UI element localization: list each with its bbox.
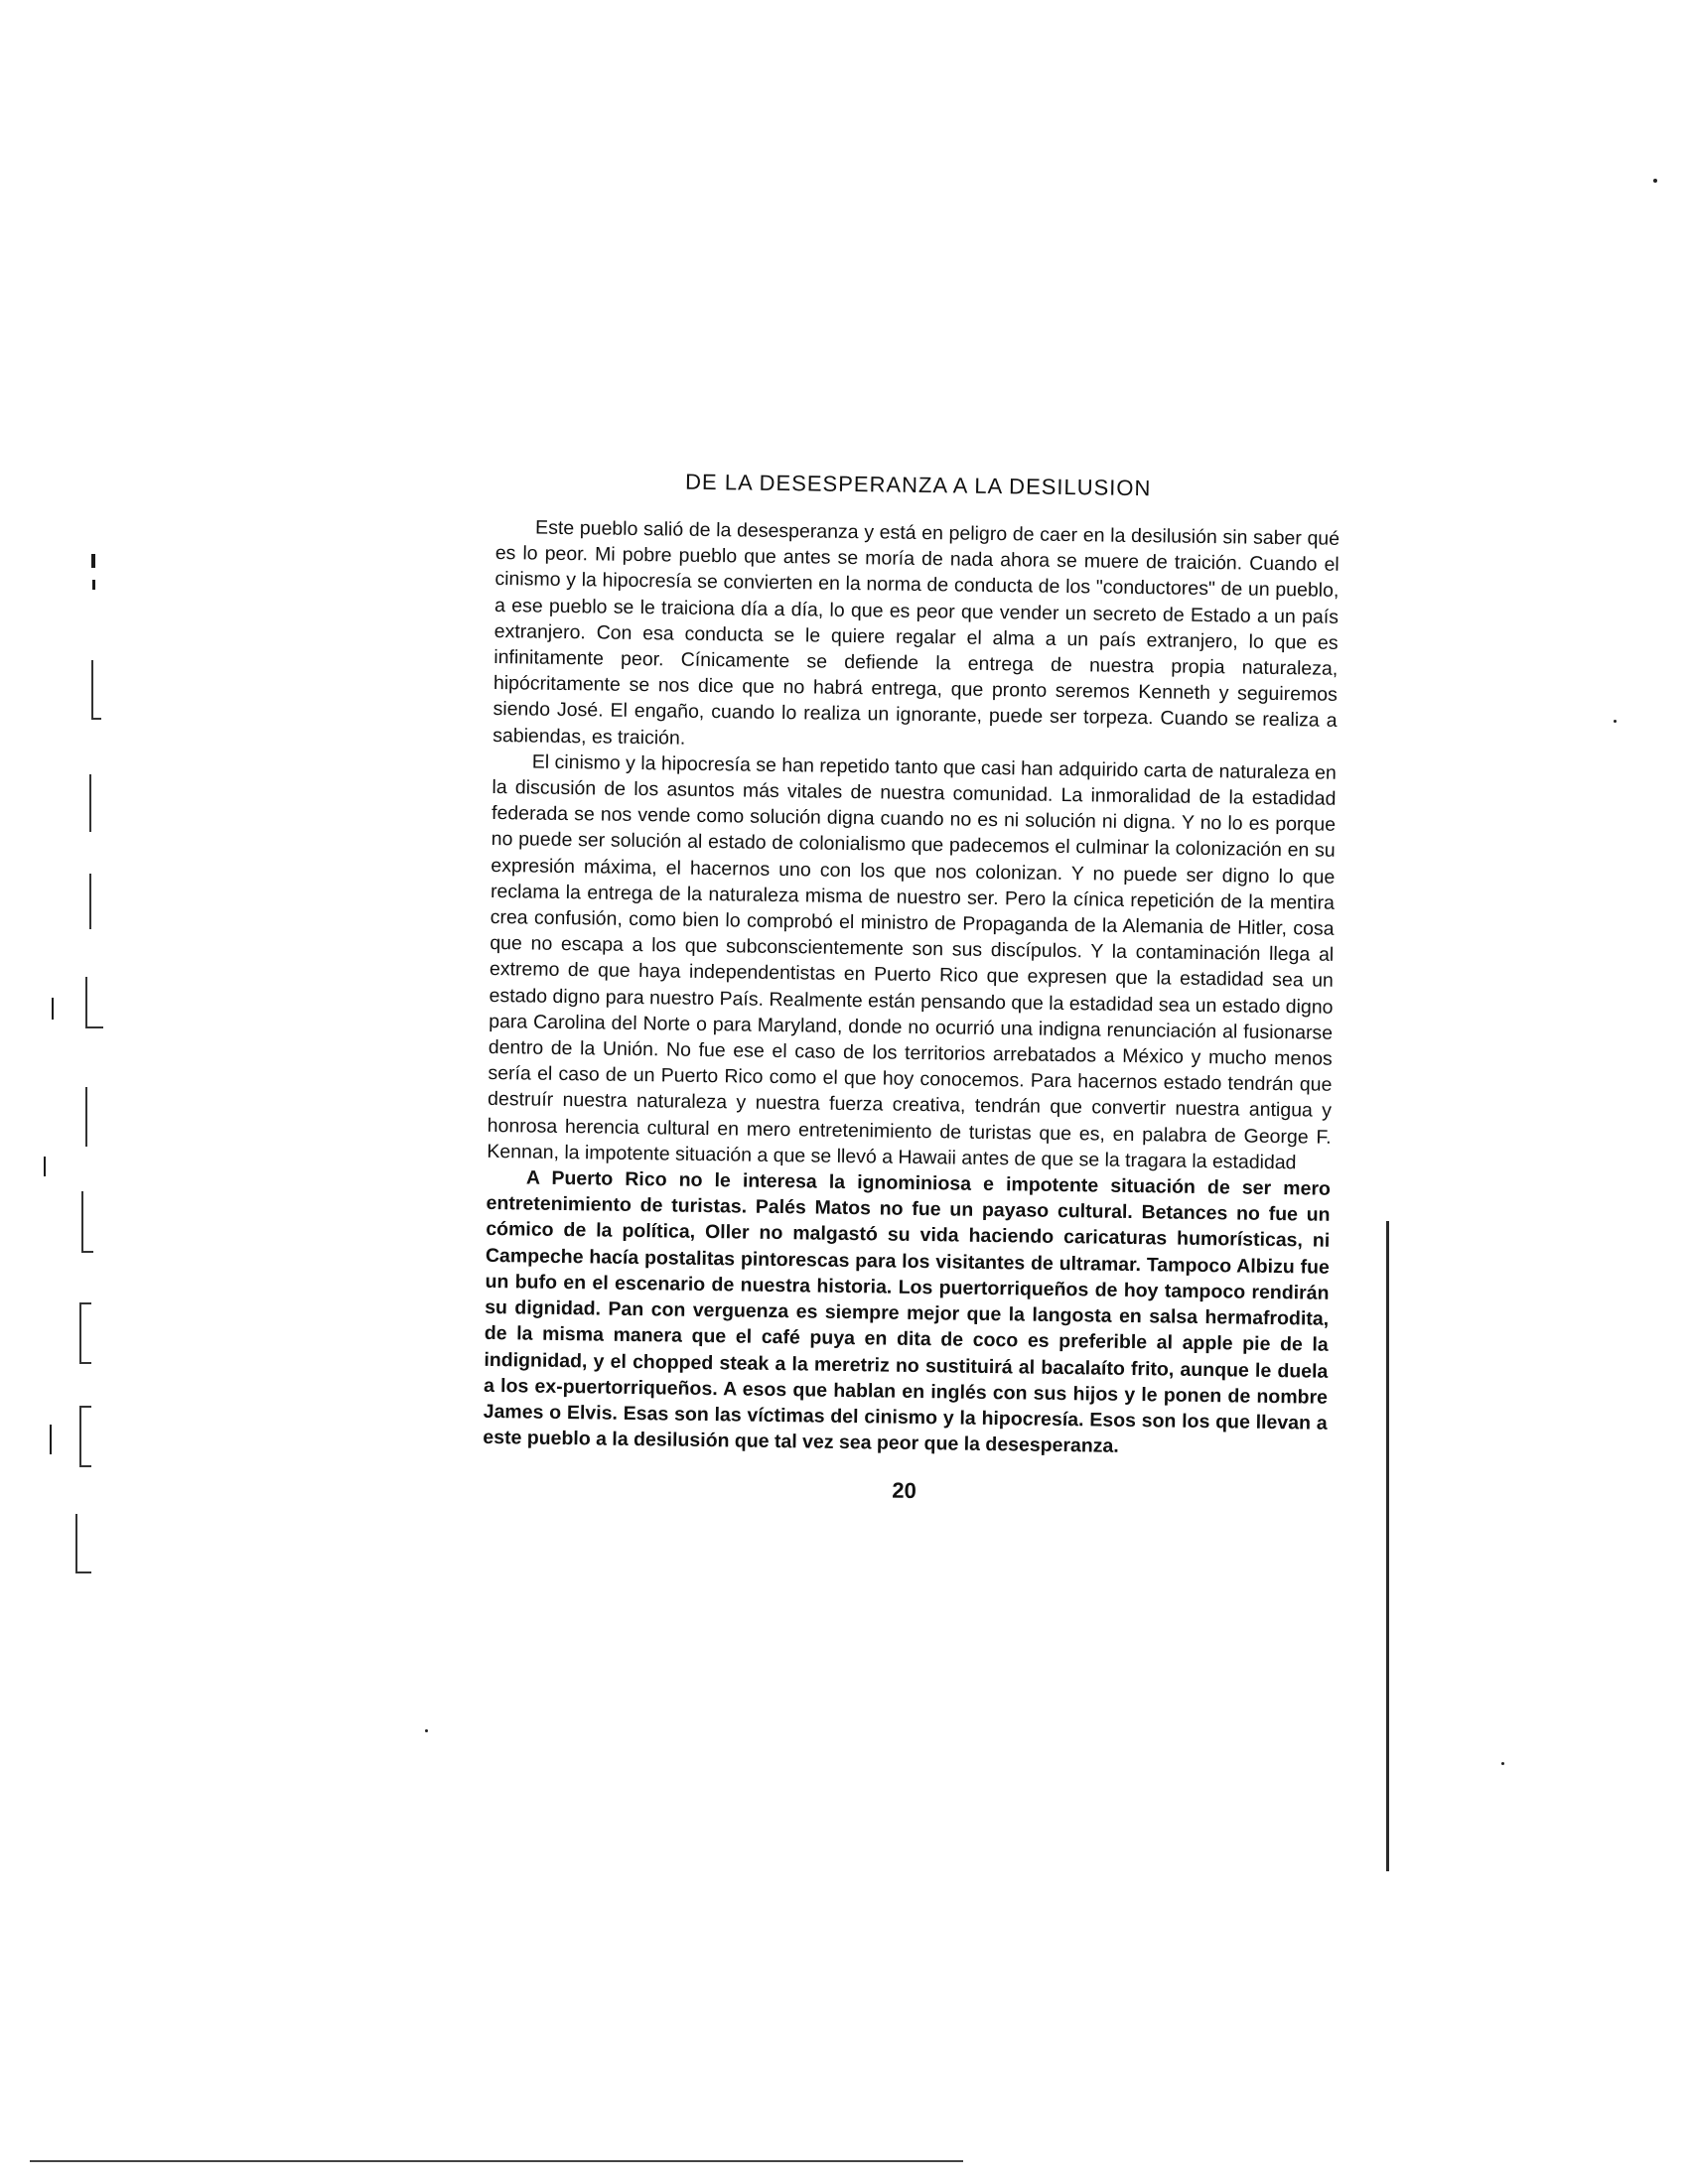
binding-mark [81, 1191, 93, 1253]
binding-mark [79, 1406, 91, 1467]
paragraph-3: A Puerto Rico no le interesa la ignominiosa e impotente situación de ser mero entretenimiento de turistas. Palés Matos no fue un payaso cultural. Betances no fue un cómico de la política, Oller no malgastó su vida haciendo caricaturas humorísticas, ni Campeche hacía postalitas pintorescas para los visitantes de ultramar. Tampoco Albizu fue un bufo en el escenario de nuestra historia. Los puertorriqueños de hoy tampoco rendirán su dignidad. Pan con verguenza es siempre mejor que la langosta en salsa hermafrodita, de la misma manera que el café puya en dita de coco es preferible al apple pie de la indignidad, y el chopped steak a la meretriz no sustituirá al bacalaíto frito, aunque le duela a los ex-puertorriqueños. A esos que hablan en inglés con sus hijos y le ponen de nombre James o Elvis. Esas son las víctimas del cinismo y la hipocresía. Esos son los que llevan a este pueblo a la desilusión que tal vez sea peor que la desesperanza. [483, 1166, 1332, 1457]
binding-mark [79, 1302, 91, 1364]
scan-edge-line [1386, 1221, 1389, 1871]
scan-speck [1501, 1762, 1504, 1765]
binding-mark [85, 977, 103, 1028]
binding-mark [85, 1087, 93, 1147]
binding-mark [92, 580, 95, 590]
article-title: DE LA DESESPERANZA A LA DESILUSION [684, 469, 1152, 501]
paragraph-1: Este pueblo salió de la desesperanza y está en peligro de caer en la desilusión sin saber qué es lo peor. Mi pobre pueblo que antes se moría de nada ahora se muere de traición. Cuando el cinismo y la hipocresía se convierten en la norma de conducta de los "conductores" de un pueblo, a ese pueblo se le traiciona día a día, lo que es peor que vender un secreto de Estado a un país extranjero. Con esa conducta se le quiere regalar el alma a un país extranjero, lo que es infinitamente peor. Cínicamente se defiende la entrega de nuestra propia naturaleza, hipócritamente se nos dice que no habrá entrega, que pronto seremos Kenneth y seguiremos siendo José. El engaño, cuando lo realiza un ignorante, puede ser torpeza. Cuando se realiza a sabiendas, es traición. [493, 516, 1340, 750]
article [482, 467, 1340, 1510]
binding-mark [89, 774, 97, 832]
binding-mark [91, 660, 101, 720]
scan-bottom-line [30, 2160, 963, 2162]
scan-speck [1614, 720, 1617, 723]
binding-mark [89, 874, 97, 929]
binding-mark [44, 1157, 46, 1176]
binding-mark [91, 554, 95, 568]
page-number: 20 [892, 1477, 917, 1504]
scan-speck [425, 1729, 428, 1732]
binding-mark [52, 998, 54, 1020]
paragraph-2: El cinismo y la hipocresía se han repetido tanto que casi han adquirido carta de naturaleza en la discusión de los asuntos más vitales de nuestra comunidad. La inmoralidad de la estadidad federada se nos vende como solución digna cuando no es ni solución ni digna. Y no lo es porque no puede ser solución al estado de colonialismo que padecemos el culminar la colonización en su expresión máxima, el hacernos uno con los que nos colonizan. Y no puede ser digno lo que reclama la entrega de la naturaleza misma de nuestro ser. Pero la cínica repetición de la mentira crea confusión, como bien lo comprobó el ministro de Propaganda de la Alemania de Hitler, cosa que no escapa a los que subconscientemente son sus discípulos. Y la contaminación llega al extremo de que haya independentistas en Puerto Rico que expresen que la estadidad sea un estado digno para nuestro País. Realmente están pensando que la estadidad sea un estado digno para Carolina del Norte o para Maryland, donde no ocurrió una indigna renunciación al fusionarse dentro de la Unión. No fue ese el caso de los territorios arrebatados a México y mucho menos sería el caso de un Puerto Rico como el que hoy conocemos. Para hacernos estado tendrán que destruír nuestra naturaleza y nuestra fuerza creativa, tendrán que convertir nuestra antigua y honrosa herencia cultural en mero entretenimiento de turistas que es, en palabra de George F. Kennan, la impotente situación a que se llevó a Hawaii antes de que se la tragara la estadidad [487, 751, 1337, 1174]
binding-mark [75, 1514, 91, 1573]
binding-mark [50, 1425, 52, 1454]
scan-speck [1653, 179, 1657, 183]
